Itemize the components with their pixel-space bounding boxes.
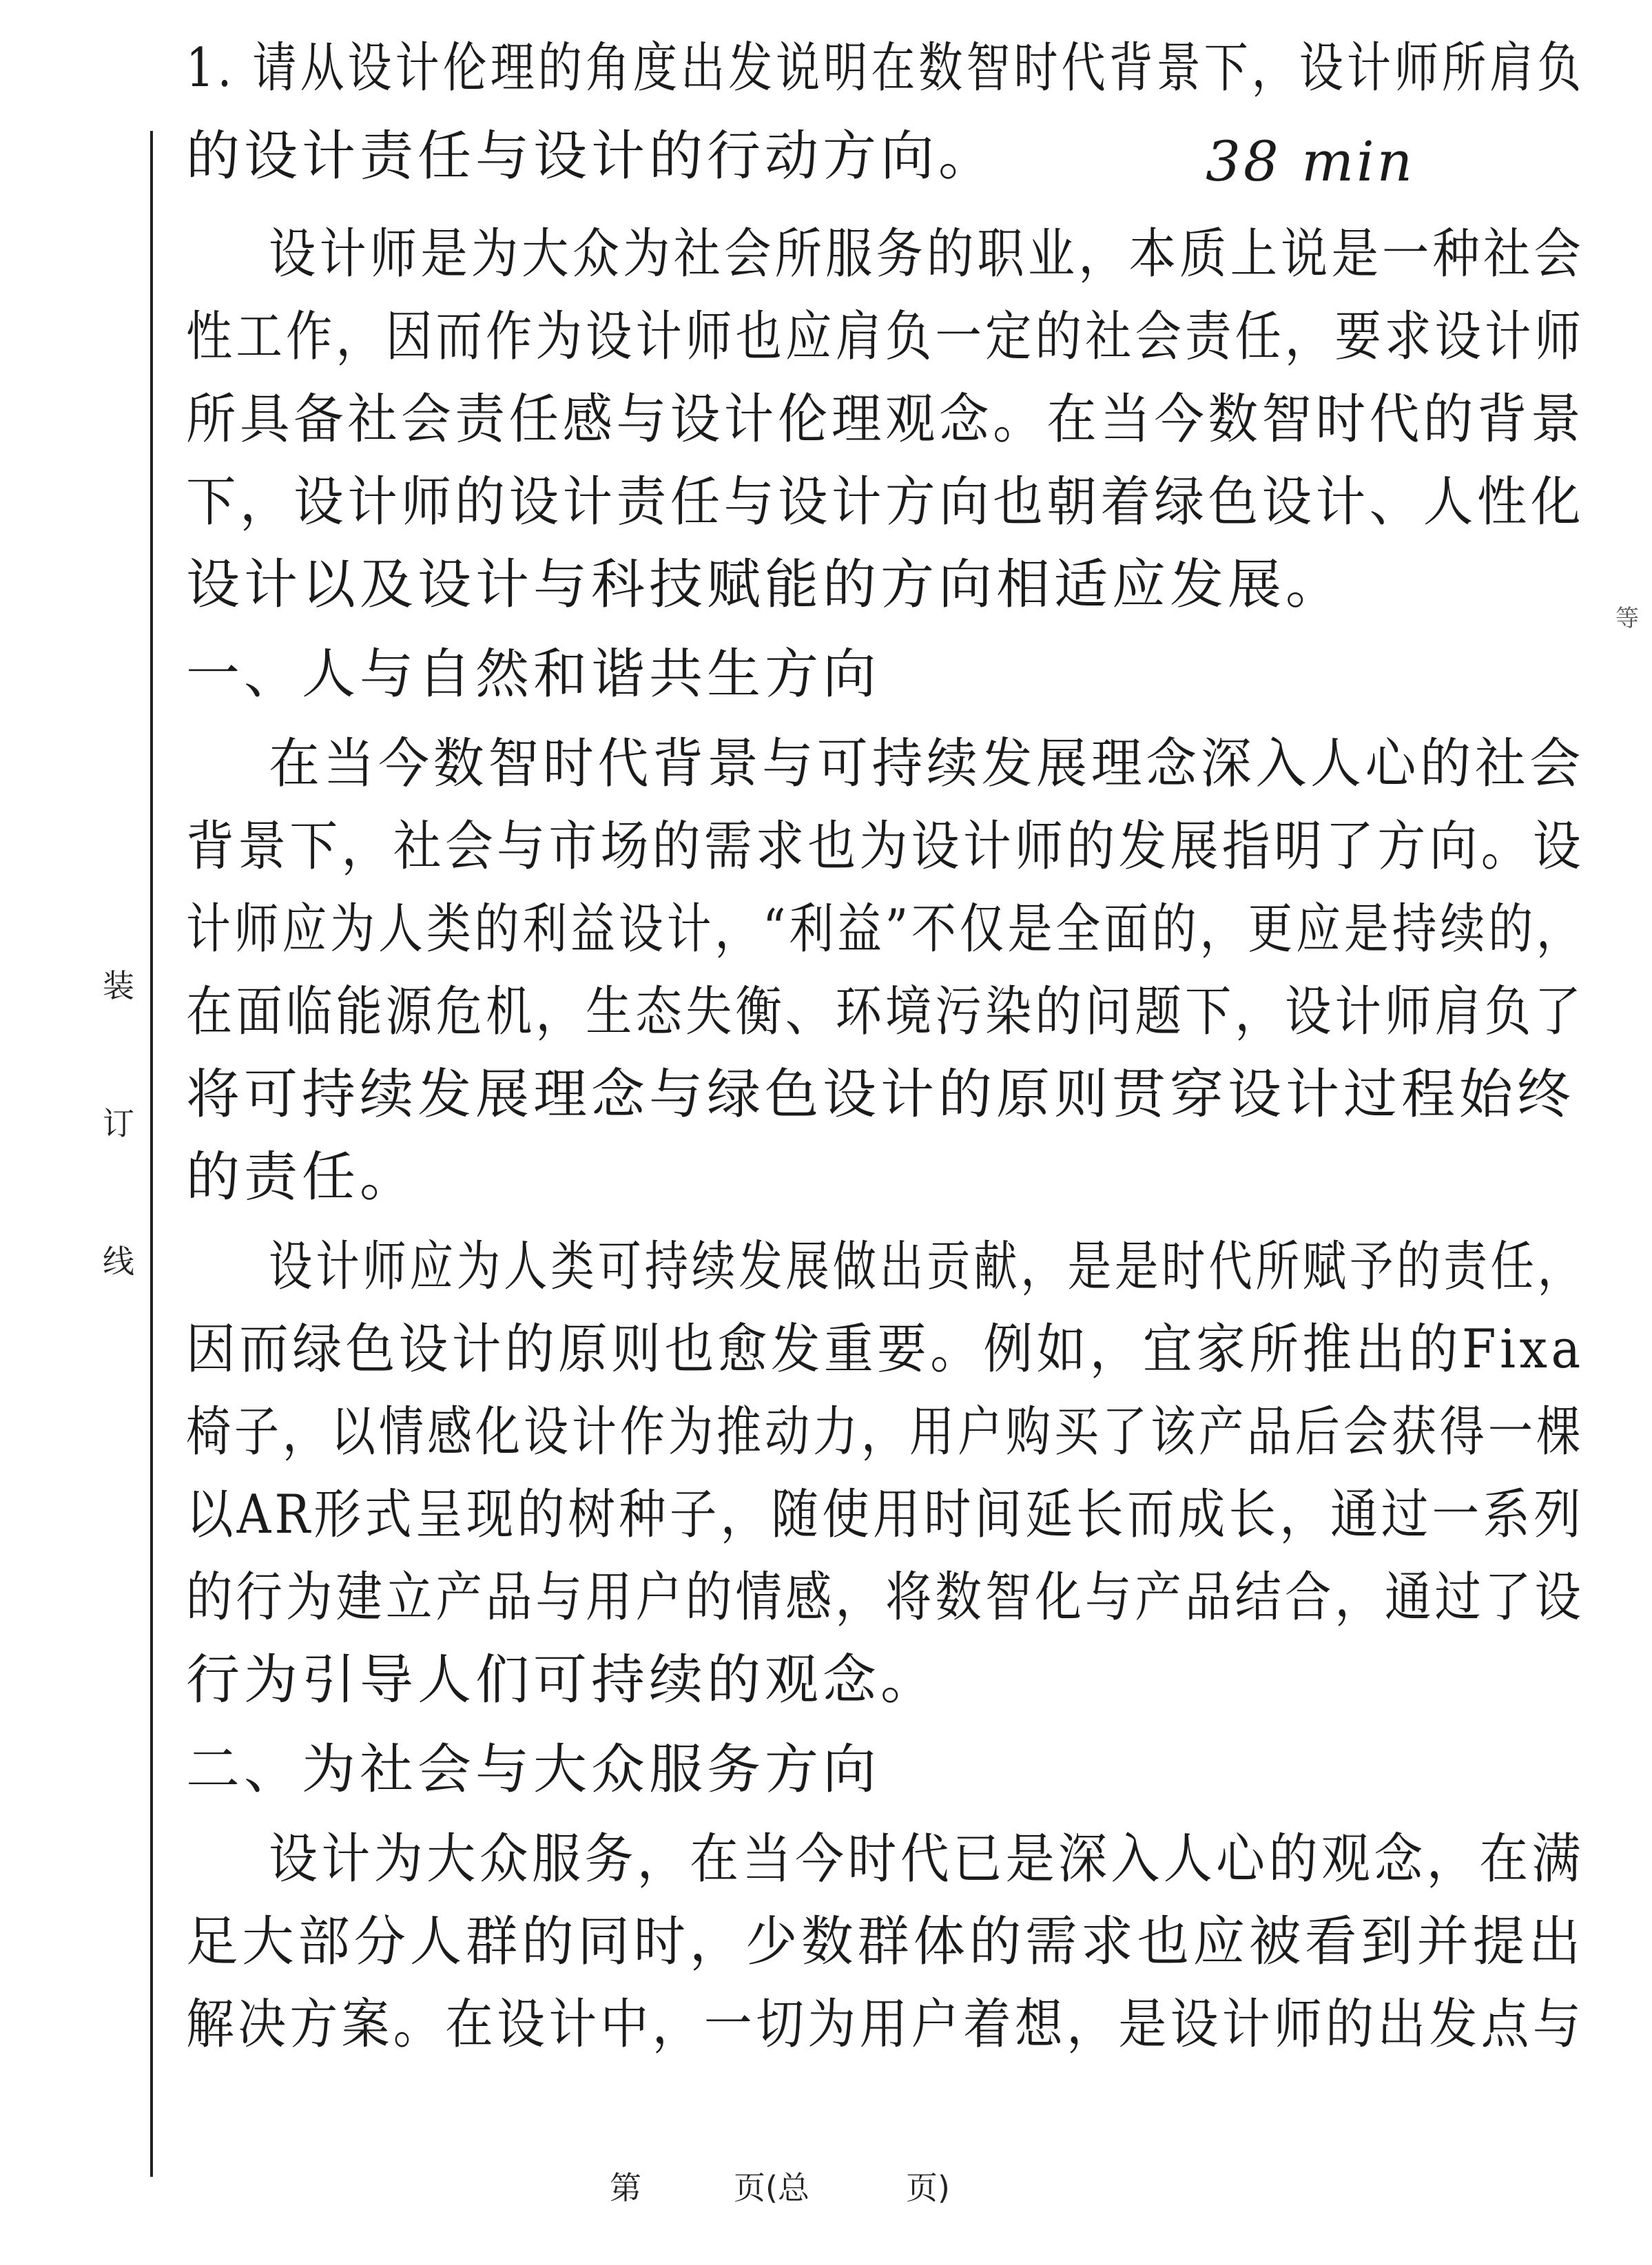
binding-label-xian: 线 <box>103 1243 134 1280</box>
body-line: 背景下，社会与市场的需求也为设计师的发展指明了方向。设 <box>186 816 1585 878</box>
body-line: 设计以及设计与科技赋能的方向相适应发展。 <box>186 554 1344 616</box>
body-line: 以AR形式呈现的树种子，随使用时间延长而成长，通过一系列 <box>186 1484 1585 1546</box>
body-line: 性工作，因而作为设计师也应肩负一定的社会责任，要求设计师 <box>186 306 1585 368</box>
body-line: 在面临能源危机，生态失衡、环境污染的问题下，设计师肩负了 <box>186 981 1585 1043</box>
binding-label-ding: 订 <box>103 1105 134 1142</box>
footer-total-label: 页(总 <box>734 2169 809 2206</box>
body-line: 行为引导人们可持续的观念。 <box>186 1649 939 1711</box>
body-line: 所具备社会责任感与设计伦理观念。在当今数智时代的背景 <box>186 389 1585 451</box>
body-line: 设计师是为大众为社会所服务的职业，本质上说是一种社会 <box>269 223 1584 285</box>
footer-end-label: 页) <box>906 2169 950 2206</box>
binding-label-zhuang: 装 <box>103 967 134 1004</box>
footer-page-label: 第 <box>610 2169 641 2206</box>
body-line: 解决方案。在设计中，一切为用户着想，是设计师的出发点与 <box>186 1994 1585 2056</box>
body-line: 下，设计师的设计责任与设计方向也朝着绿色设计、人性化 <box>186 471 1585 533</box>
body-line: 设计为大众服务，在当今时代已是深入人心的观念，在满 <box>269 1828 1584 1890</box>
body-line: 设计师应为人类可持续发展做出贡献，是是时代所赋予的责任， <box>269 1236 1585 1298</box>
body-line: 的责任。 <box>186 1146 418 1208</box>
body-line: 椅子，以情感化设计作为推动力，用户购买了该产品后会获得一棵 <box>186 1401 1584 1463</box>
question-line-2: 的设计责任与设计的行动方向。 <box>186 125 997 187</box>
body-line: 计师应为人类的利益设计，“利益”不仅是全面的，更应是持续的， <box>186 898 1584 960</box>
body-line: 将可持续发展理念与绿色设计的原则贯穿设计过程始终 <box>186 1064 1576 1126</box>
answer-sheet <box>186 28 1584 2149</box>
question-line-1: 1. 请从设计伦理的角度出发说明在数智时代背景下，设计师所肩负 <box>186 37 1585 99</box>
body-line: 的行为建立产品与用户的情感，将数智化与产品结合，通过了设 <box>186 1566 1585 1628</box>
section-heading-2: 二、为社会与大众服务方向 <box>186 1739 881 1801</box>
edge-mark: 等 <box>1615 605 1639 632</box>
body-line: 在当今数智时代背景与可持续发展理念深入人心的社会 <box>269 733 1584 795</box>
body-line: 因而绿色设计的原则也愈发重要。例如，宜家所推出的Fixa <box>186 1318 1584 1380</box>
section-heading-1: 一、人与自然和谐共生方向 <box>186 643 881 705</box>
body-line: 足大部分人群的同时，少数群体的需求也应被看到并提出 <box>186 1911 1585 1973</box>
time-note: 38 min <box>1206 130 1416 194</box>
binding-margin-line <box>150 131 153 2177</box>
